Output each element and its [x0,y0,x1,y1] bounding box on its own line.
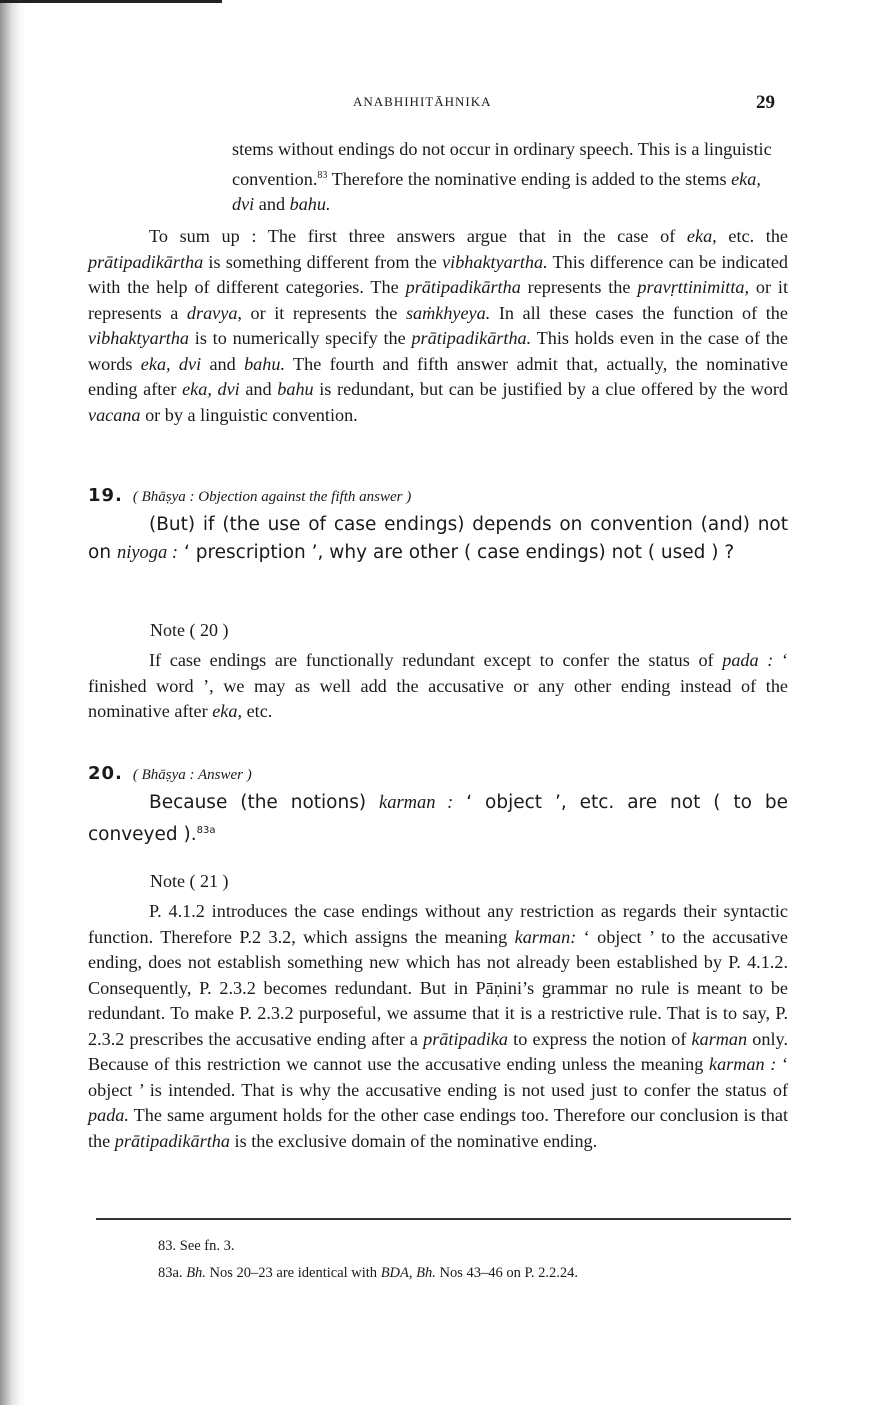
section-20-heading: 20. ( Bhāṣya : Answer ) [88,763,252,784]
section-number: 19. [88,485,123,506]
note-21-label: Note ( 21 ) [150,871,229,891]
scanned-page-edge [0,0,26,1405]
page-number: 29 [756,92,775,113]
continuation-paragraph: stems without endings do not occur in ordinary speech. This is a linguistic convention.$^{83}$ Therefore the nominative ending is added to the stems eka, dvi and bahu. [232,139,772,215]
note-20-paragraph: If case endings are functionally redundant except to confer the status of pada : ‘ finished word ’, we may as well add the accusative or any other ending instead of the nominative after eka, etc. [88,650,789,721]
note-21-paragraph: P. 4.1.2 introduces the case endings without any restriction as regards their syntactic function. Therefore P.2 3.2, which assigns the meaning karman: ‘ object ’ to the accusative ending, does not establish something new which has not already been established by P. 4.1.2. Consequently, P. 2.3.2 becomes redundant. But in Pāṇini’s grammar no rule is meant to be redundant. To make P. 2.3.2 purposeful, we assume that it is a restrictive rule. That is to say, P. 2.3.2 prescribes the accusative ending after a prātipadika to express the notion of karman only. Because of this restriction we cannot use the accusative ending unless the meaning karman : ‘ object ’ is intended. That is why the accusative ending is not used just to confer the status of pada. The same argument holds for the other case endings too. Therefore our conclusion is that the prātipadikārtha is the exclusive domain of the nominative ending. [88,901,788,1151]
top-edge-rule [0,0,222,3]
running-head: ANABHIHITĀHNIKA [353,94,492,109]
footnote-divider [96,1218,791,1220]
note-20-label: Note ( 20 ) [150,620,229,640]
footnote-83a: 83a. Bh. Nos 20–23 are identical with BDA, Bh. Nos 43–46 on P. 2.2.24. [158,1265,579,1281]
footnote-83: 83. See fn. 3. [158,1238,235,1254]
section-19-heading: 19. ( Bhāṣya : Objection against the fifth answer ) [88,485,412,506]
section-number: 20. [88,763,123,784]
section-19-bhasya-text: (But) if (the use of case endings) depends on convention (and) not on niyoga : ‘ prescription ’, why are other ( case endings) not ( used ) ? [88,514,788,563]
page-header [88,92,793,116]
section-20-bhasya-text: Because (the notions) karman : ‘ object ’, etc. are not ( to be conveyed ).$^{83a}$ [88,792,788,846]
footnote-ref-83a: 83a [196,825,216,836]
summary-paragraph: To sum up : The first three answers argue that in the case of eka, etc. the prātipadikārtha is something different from the vibhaktyartha. This difference can be indicated with the help of different categories. The prātipadikārtha represents the pravṛttinimitta, or it represents a dravya, or it represents the saṁkhyeya. In all these cases the function of the vibhaktyartha is to numerically specify the prātipadikārtha. This holds even in the case of the words eka, dvi and bahu. The fourth and fifth answer admit that, actually, the nominative ending after eka, dvi and bahu is redundant, but can be justified by a clue offered by the word vacana or by a linguistic convention. [88,226,789,425]
footnote-ref-83: 83 [317,169,328,181]
